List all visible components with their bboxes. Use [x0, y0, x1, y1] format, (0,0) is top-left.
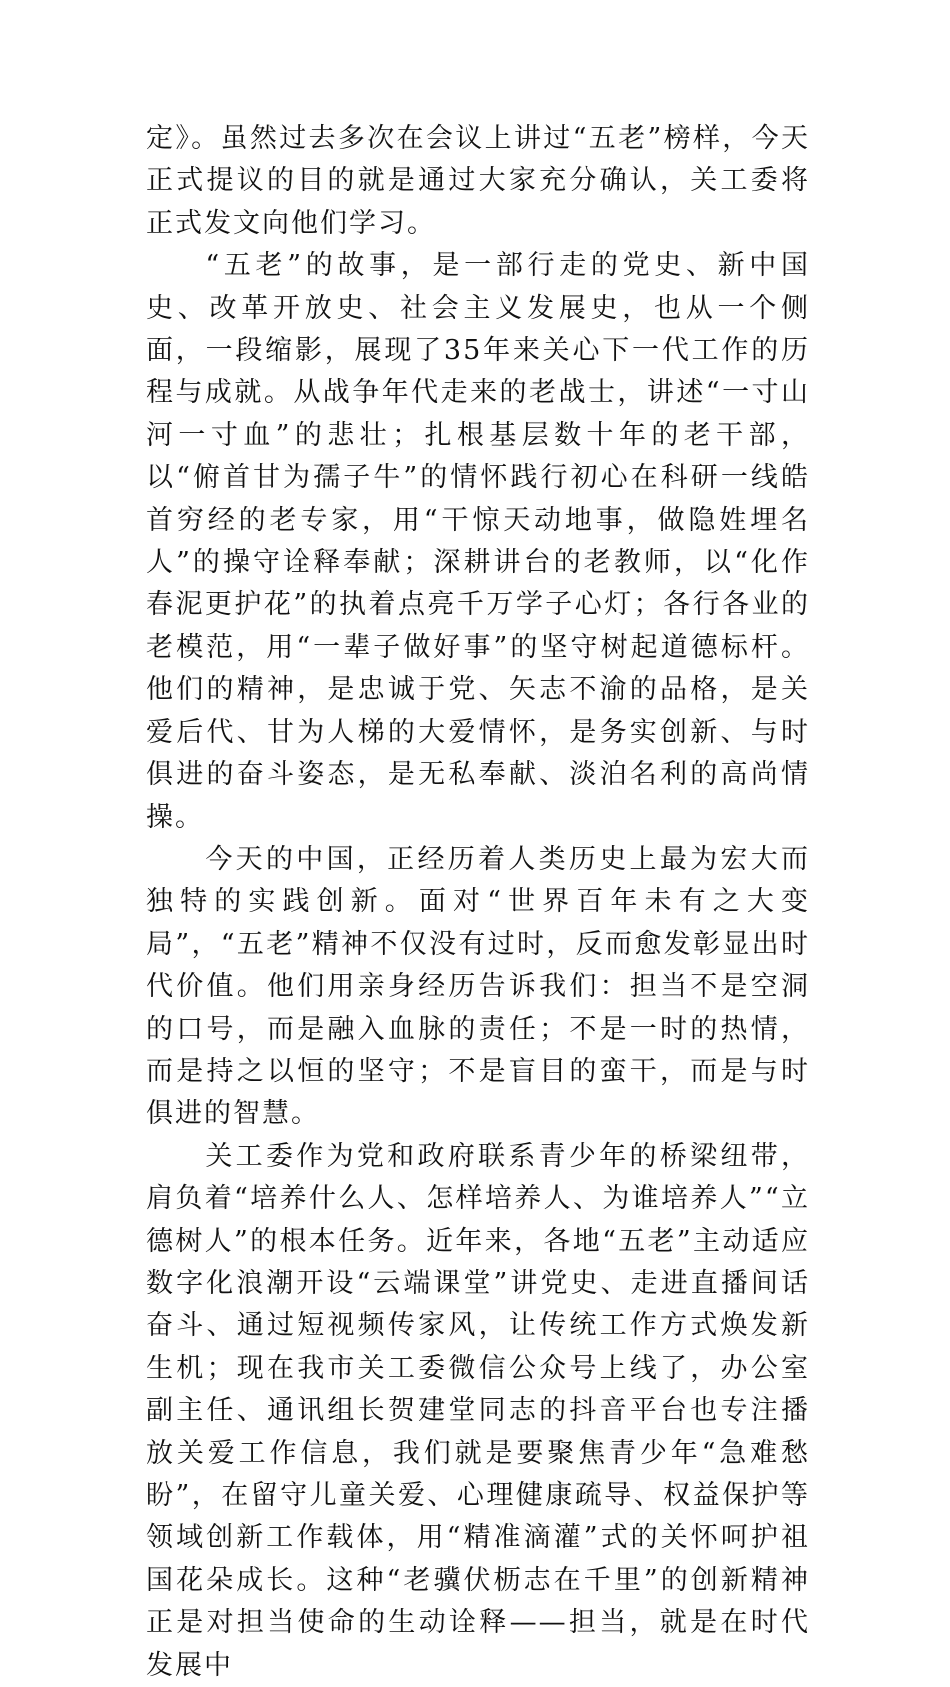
paragraph-2: “五老”的故事，是一部行走的党史、新中国史、改革开放史、社会主义发展史，也从一个侧面，一段缩影，展现了35年来关心下一代工作的历程与成就。从战争年代走来的老战士，讲述“一寸山河一寸血”的悲壮；扎根基层数十年的老干部，以“俯首甘为孺子牛”的情怀践行初心在科研一线皓首穷经的老专家，用“干惊天动地事，做隐姓埋名人”的操守诠释奉献；深耕讲台的老教师，以“化作春泥更护花”的执着点亮千万学子心灯；各行各业的老模范，用“一辈子做好事”的坚守树起道德标杆。他们的精神，是忠诚于党、矢志不渝的品格，是关爱后代、甘为人梯的大爱情怀，是务实创新、与时俱进的奋斗姿态，是无私奉献、淡泊名利的高尚情操。	[146, 250, 810, 833]
paragraph-1: 定》。虽然过去多次在会议上讲过“五老”榜样，今天正式提议的目的就是通过大家充分确认，关工委将正式发文向他们学习。	[146, 123, 810, 239]
paragraph-3: 今天的中国，正经历着人类历史上最为宏大而独特的实践创新。面对“世界百年未有之大变局”，“五老”精神不仅没有过时，反而愈发彰显出时代价值。他们用亲身经历告诉我们：担当不是空洞的口号，而是融入血脉的责任；不是一时的热情，而是持之以恒的坚守；不是盲目的蛮干，而是与时俱进的智慧。	[146, 843, 810, 1130]
paragraph-4: 关工委作为党和政府联系青少年的桥梁纽带，肩负着“培养什么人、怎样培养人、为谁培养人”“立德树人”的根本任务。近年来，各地“五老”主动适应数字化浪潮开设“云端课堂”讲党史、走进直播间话奋斗、通过短视频传家风，让传统工作方式焕发新生机；现在我市关工委微信公众号上线了，办公室副主任、通讯组长贺建堂同志的抖音平台也专注播放关爱工作信息，我们就是要聚焦青少年“急难愁盼”，在留守儿童关爱、心理健康疏导、权益保护等领域创新工作载体，用“精准滴灌”式的关怀呵护祖国花朵成长。这种“老骥伏枥志在千里”的创新精神正是对担当使命的生动诠释——担当，就是在时代发展中	[146, 1140, 810, 1681]
document-body	[146, 118, 810, 1687]
